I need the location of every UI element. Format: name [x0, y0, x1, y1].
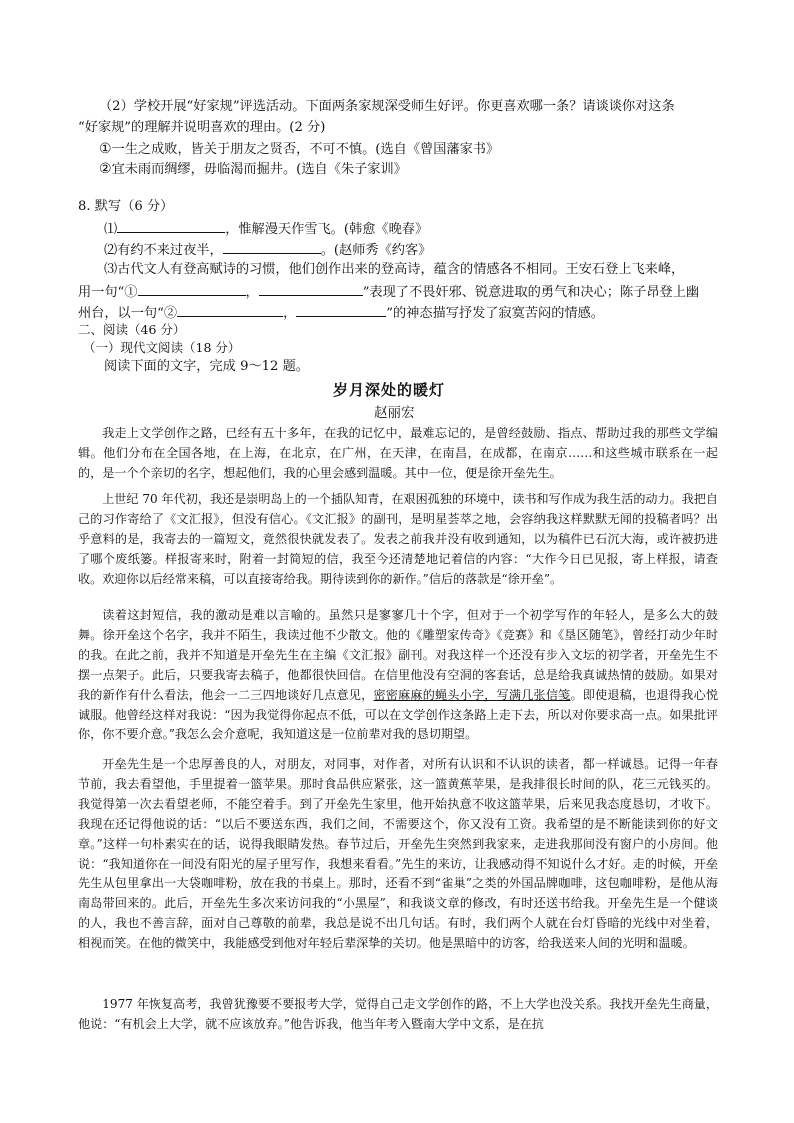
q8-heading: 8. 默写（6 分） [78, 199, 174, 214]
section-heading: 二、阅读（46 分） [78, 322, 186, 337]
answer-blank[interactable] [117, 218, 225, 233]
q8-item-3-line2 [78, 281, 699, 303]
article-author: 赵丽宏 [374, 405, 415, 421]
q7-option-2 [99, 159, 407, 180]
article-paragraph-2: 上世纪 70 年代初，我还是崇明岛上的一个插队知青，在艰困孤独的环境中，读书和写作成为我生活的动力。我把自己的习作寄给了《文汇报》，但没有信心。《文汇报》的副刊，是明星荟萃之地，会容纳我这样默默无闻的投稿者吗？出乎意料的是，我寄去的一篇短文，竟然很快就发表了。发表之前我并没有收到通知，以为稿件已石沉大海，或许被扔进了哪个废纸篓。样报寄来时，附着一封简短的信，我至今还清楚地记着信的内容：“大作今日已见报，寄上样报，请查收。欢迎你以后经常来稿，可以直接寄给我。期待读到你的新作。”信后的落款是“徐开垒”。 [78, 492, 718, 586]
article-paragraph-5: 1977 年恢复高考，我曾犹豫要不要报考大学，觉得自己走文学创作的路，不上大学也没关系。我找开垒先生商量，他说：“有机会上大学，就不应该放弃。”他告诉我，他当年考入暨南大学中文系，是在抗 [78, 997, 718, 1031]
item-text: ， [245, 285, 259, 300]
article-title: 岁月深处的暖灯 [333, 381, 446, 399]
answer-blank[interactable] [177, 302, 283, 317]
option-text: 宜未雨而绸缪，毋临渴而掘井。(选自《朱子家训》 [111, 162, 407, 177]
option-text: 一生之成败，皆关于朋友之贤否，不可不慎。(选自《曾国藩家书》 [111, 142, 500, 157]
answer-blank[interactable] [223, 239, 321, 254]
item-number: ⑴ [104, 222, 118, 237]
item-text: ⑵有约不来过夜半， [104, 243, 223, 258]
underlined-sentence: 密密麻麻的蝇头小字，写满几张信笺 [373, 687, 571, 702]
option-number: ① [99, 141, 112, 157]
article-paragraph-4: 开垒先生是一个忠厚善良的人，对朋友，对同事，对作者，对所有认识和不认识的读者，都一样诚恳。记得一年春节前，我去看望他，手里提着一篮苹果。那时食品供应紧张，这一篮黄蕉苹果，是我排很长时间的队，花三元钱买的。我觉得第一次去看望老师，不能空着手。到了开垒先生家里，他开始执意不收这篮苹果，后来见我态度恳切，才收下。我现在还记得他说的话：“以后不要送东西，我们之间，不需要这个，你又没有工资。我希望的是不断能读到你的好文章。”这样一句朴素实在的话，说得我眼睛发热。春节过后，开垒先生突然到我家来，走进我那间没有窗户的小房间。他说：“我知道你在一间没有阳光的屋子里写作，我想来看看。”先生的来访，让我感动得不知说什么才好。走的时候，开垒先生从包里拿出一大袋咖啡粉，放在我的书桌上。那时，还看不到“雀巢”之类的外国品牌咖啡，这包咖啡粉，是他从海南岛带回来的。此后，开垒先生多次来访问我的“小黑屋”，和我谈文章的修改，有时还送书给我。开垒先生是一个健谈的人，我也不善言辞，面对自己尊敬的前辈，我总是说不出几句话。有时，我们两个人就在台灯昏暗的光线中对坐着，相视而笑。在他的微笑中，我能感受到他对年轻后辈深挚的关切。他是黑暗中的访客，给我送来人间的光明和温暖。 [78, 757, 718, 951]
answer-blank[interactable] [259, 281, 363, 296]
item-text: ”的神态描写抒发了寂寞苦闷的情感。 [386, 306, 604, 321]
option-number: ② [99, 161, 112, 177]
q8-item-3-line1: ⑶古代文人有登高赋诗的习惯，他们创作出来的登高诗，蕴含的情感各不相同。王安石登上飞来峰， [104, 262, 685, 277]
q8-item-1 [104, 218, 428, 240]
q7-option-1 [99, 139, 499, 160]
paragraph-text: 。即使退稿，也退得我心悦诚服。他曾经这样对我说：“因为我觉得你起点不低，可以在文学创作这条路上走下去，所以对你要求高一点。如果批评你，你不要介意。”我怎么会介意呢，我知道这是一位前辈对我的恳切期望。 [78, 687, 718, 742]
item-text: 用一句“① [78, 285, 138, 300]
q7-prompt-line1: （2）学校开展“好家规”评选活动。下面两条家规深受师生好评。你更喜欢哪一条？请谈谈你对这条 [99, 99, 675, 114]
subsection-heading: （一）现代文阅读（18 分） [83, 340, 241, 355]
item-text: ，惟解漫天作雪飞。(韩愈《晚春》 [225, 222, 429, 237]
reading-instruction: 阅读下面的文字，完成 9～12 题。 [104, 359, 309, 374]
article-paragraph-1: 我走上文学创作之路，已经有五十多年，在我的记忆中，最难忘记的，是曾经鼓励、指点、帮助过我的那些文学编辑。他们分布在全国各地，在上海，在北京，在广州，在天津，在南昌，在成都，在南京……和这些城市联系在一起的，是一个个亲切的名字，想起他们，我的心里会感到温暖。其中一位，便是徐开垒先生。 [78, 426, 718, 480]
q8-item-2 [104, 239, 431, 261]
paragraph-text: 读着这封短信，我的激动是难以言喻的。虽然只是寥寥几十个字，但对于一个初学写作的年轻人，是多么大的鼓舞。徐开垒这个名字，我并不陌生，我读过他不少散文。他的《雕塑家传奇》《竞赛》和《垦区随笔》，曾经打动少年时的我。在此之前，我并不知道是开垒先生在主编《文汇报》副刊。对我这样一个还没有步入文坛的初学者，开垒先生不摆一点架子。此后，只要我寄去稿子，他都很快回信。在信里他没有空洞的客套话，总是给我真诚热情的鼓励。如果对我的新作有什么看法，他会一二三四地谈好几点意见， [78, 608, 718, 702]
item-text: 州台，以一句“② [78, 306, 178, 321]
item-text: 。(赵师秀《约客》 [320, 243, 432, 258]
answer-blank[interactable] [296, 302, 386, 317]
answer-blank[interactable] [138, 281, 246, 296]
item-text: ， [283, 306, 297, 321]
q7-prompt-line2: “好家规”的理解并说明喜欢的理由。(2 分) [78, 120, 326, 135]
article-paragraph-3 [78, 606, 718, 745]
item-text: ”表现了不畏奸邪、锐意进取的勇气和决心；陈子昂登上幽 [362, 285, 700, 300]
